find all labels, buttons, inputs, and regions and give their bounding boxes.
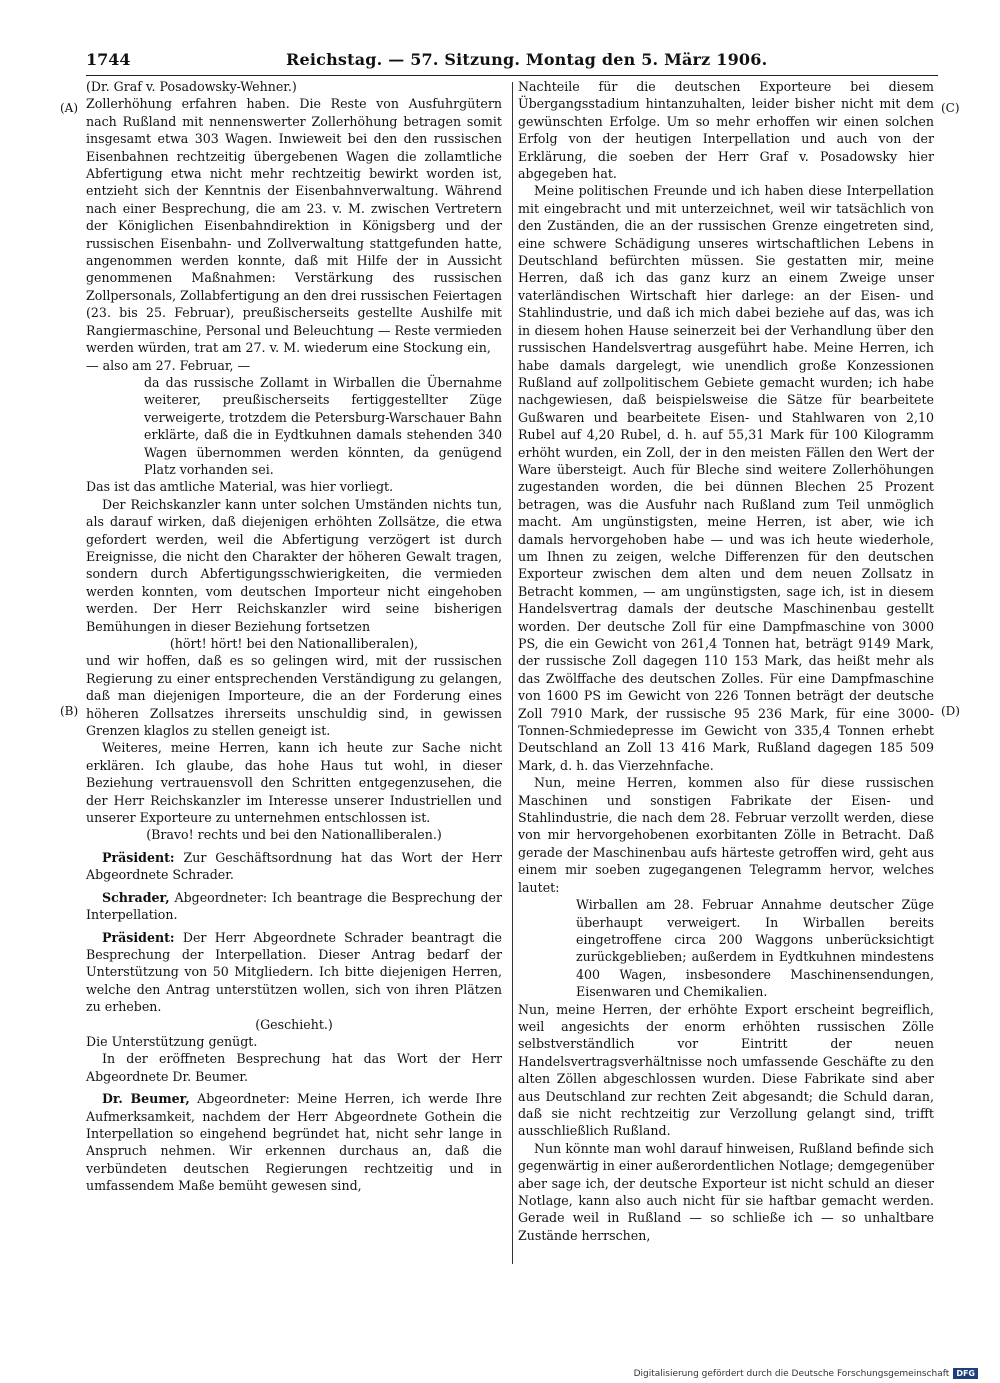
margin-mark-d: (D) [941, 704, 960, 718]
paragraph: und wir hoffen, daß es so gelingen wird, mit der russischen Regierung zu einer entsprechenden Verständigung zu gelangen, daß man diejenigen Importeure, die an der Forderung eines höheren Zollsatzes ihrerseits unschuldig sind, in gewissen Grenzen klaglos zu stellen geneigt ist. [86, 653, 502, 739]
footer-text: Digitalisierung gefördert durch die Deutsche Forschungsgemeinschaft [633, 1368, 950, 1379]
telegram-quote: Wirballen am 28. Februar Annahme deutscher Züge überhaupt verweigert. In Wirballen bereits eingetroffene circa 200 Waggons unberücksichtigt zurückgeblieben; außerdem in Eydtkuhnen mindestens 400 Wagen, insbesondere Maschinensendungen, Eisenwaren und Chemikalien. [576, 897, 934, 1000]
margin-mark-b: (B) [60, 704, 79, 718]
paragraph: Nun, meine Herren, kommen also für diese russischen Maschinen und sonstigen Fabrikate der Eisen- und Stahlindustrie, die nach dem 28. Februar verzollt werden, diese von mir hervorgehobenen exorbitanten Zölle in Betracht. Daß gerade der Maschinenbau aufs härteste getroffen wird, geht aus einem mir soeben zugegangenen Telegramm hervor, welches lautet: [518, 775, 934, 895]
running-title: Reichstag. — 57. Sitzung. Montag den 5. März 1906. [286, 50, 768, 69]
paragraph: Die Unterstützung genügt. [86, 1033, 258, 1049]
column-divider [512, 82, 513, 1264]
speech-schrader: Schrader, Abgeordneter: Ich beantrage die Besprechung der Interpellation. [86, 889, 502, 923]
header-rule [86, 75, 938, 76]
paragraph: Das ist das amtliche Material, was hier vorliegt. [86, 479, 394, 495]
speech-beumer: Dr. Beumer, Abgeordneter: Meine Herren, ich werde Ihre Aufmerksamkeit, nachdem der Herr Abgeordnete Gothein die Interpellation so eingehend begründet hat, nicht sehr lange in Anspruch nehmen. Wir erkennen durchaus an, daß die verbündeten deutschen Regierungen rechtzeitig und in umfassendem Maße bemüht gewesen sind, [86, 1091, 502, 1194]
paragraph: Weiteres, meine Herren, kann ich heute zur Sache nicht erklären. Ich glaube, das hohe Haus tut wohl, in dieser Beziehung vertrauensvoll den Schritten entgegenzusehen, die der Herr Reichskanzler im Interesse unserer Industriellen und unserer Exporteure zu unternehmen entschlossen ist. [86, 740, 502, 826]
paragraph: In der eröffneten Besprechung hat das Wort der Herr Abgeordnete Dr. Beumer. [86, 1051, 502, 1084]
speaker-name: Dr. Beumer, [102, 1091, 190, 1107]
speaker-header: (Dr. Graf v. Posadowsky-Wehner.) [86, 79, 297, 94]
paragraph: Der Reichskanzler kann unter solchen Umständen nichts tun, als darauf wirken, daß diejenigen erhöhten Zollsätze, die etwa gefordert werden, weil die Abfertigung verzögert ist durch Ereignisse, die nicht den Charakter der höheren Gewalt tragen, sondern durch Abfertigungsschwierigkeiten, die vermieden werden konnten, vom deutschen Importeur nicht eingehoben werden. Der Herr Reichskanzler wird seine bisherigen Bemühungen in dieser Beziehung fortsetzen [86, 496, 502, 634]
paragraph: Meine politischen Freunde und ich haben diese Interpellation mit eingebracht und mit unterzeichnet, weil wir tatsächlich von den Zuständen, die an der russischen Grenze eingetreten sind, eine schwere Schädigung unseres wirtschaftlichen Lebens in Deutschland befürchten müssen. Sie gestatten mir, meine Herren, daß ich das ganz kurz an einem Zweige unser vaterländischen Wirtschaft hier darlege: an der Eisen- und Stahlindustrie, und daß ich mich dabei beziehe auf das, was ich in diesem hohen Hause seinerzeit bei der Verhandlung über den russischen Handelsvertrag ausgeführt habe. Meine Herren, ich habe damals dargelegt, wie unendlich große Konzessionen Rußland auf zollpolitischem Gebiete gemacht wurden; ich habe nachgewiesen, daß beispielsweise die Sätze für bearbeitete Gußwaren und bearbeitete Eisen- und Stahlwaren von 2,10 Rubel auf 4,20 Rubel, d. h. auf 55,31 Mark für 100 Kilogramm erhöht wurden, ein Zoll, der in den meisten Fällen den Wert der Ware übersteigt. Auch für Bleche sind weitere Zollerhöhungen zugestanden worden, die bei dünnen Blechen 25 Prozent betragen, was die Ausfuhr nach Rußland zum Teil unmöglich macht. Am ungünstigsten, meine Herren, ist aber, wie ich damals hervorgehoben habe — und was ich heute wiederhole, um Ihnen zu zeigen, welche Differenzen für den deutschen Exporteur zwischen dem alten und dem neuen Zollsatz in Betracht kommen, — am ungünstigsten, sage ich, ist in diesem Handelsvertrag damals der deutsche Maschinenbau gestellt worden. Der deutsche Zoll für eine Dampfmaschine von 3000 PS, die ein Gewicht von 261,4 Tonnen hat, beträgt 9149 Mark, der russische Zoll dagegen 110 153 Mark, das heißt mehr als das Zwölffache des deutschen Zolles. Für eine Dampfmaschine von 1600 PS im Gewicht von 226 Tonnen beträgt der deutsche Zoll 7910 Mark, der russische 95 236 Mark, für eine 3000-Tonnen-Schmiedepresse im Gewicht von 335,4 Tonnen erhebt Deutschland an Zoll 13 416 Mark, Rußland dagegen 185 509 Mark, d. h. das Vierzehnfache. [518, 183, 934, 773]
paragraph: Nachteile für die deutschen Exporteure bei diesem Übergangsstadium hintanzuhalten, leider bisher nicht mit dem gewünschten Erfolge. Um so mehr erhoffen wir einen solchen Erfolg von der heutigen Interpellation und auch von der Erklärung, die soeben der Herr Graf v. Posadowsky hier abgegeben hat. [518, 79, 934, 182]
speaker-name: Präsident: [102, 929, 175, 945]
paragraph: Zollerhöhung erfahren haben. Die Reste von Ausfuhrgütern nach Rußland mit nennenswerter Zollerhöhung betragen somit insgesamt etwa 303 Wagen. Inwieweit bei den den russischen Eisenbahnen rechtzeitig übergebenen Wagen die zollamtliche Abfertigung etwa nicht mehr rechtzeitig bewirkt worden ist, entzieht sich der Kenntnis der Eisenbahnverwaltung. Während nach einer Besprechung, die am 23. v. M. zwischen Vertretern der Königlichen Eisenbahndirektion in Königsberg und der russischen Eisenbahn- und Zollverwaltung stattgefunden hatte, angenommen werden konnte, daß mit Hilfe der in Aussicht genommenen Maßnahmen: Verstärkung des russischen Zollpersonals, Zollabfertigung an den drei russischen Feiertagen (23. bis 25. Februar), preußischerseits gestellte Aushilfe mit Rangiermaschine, Personal und Beleuchtung — Reste vermieden werden würden, trat am 27. v. M. wiederum eine Stockung ein, [86, 96, 502, 356]
margin-mark-a: (A) [60, 101, 79, 115]
paragraph: da das russische Zollamt in Wirballen die Übernahme weiterer, preußischerseits fertiggestellter Züge verweigerte, trotzdem die Petersburg-Warschauer Bahn erklärte, daß die in Eydtkuhnen damals stehenden 340 Wagen übernommen werden könnten, da genügend Platz vorhanden sei. [144, 374, 502, 477]
margin-mark-c: (C) [941, 101, 960, 115]
page-header [86, 50, 938, 72]
page-number: 1744 [86, 50, 131, 69]
speaker-name: Schrader, [102, 889, 170, 905]
interjection: (Geschieht.) [255, 1016, 333, 1032]
right-column [518, 78, 934, 1244]
speaker-name: Präsident: [102, 849, 175, 865]
speech-president: Präsident: Zur Geschäftsordnung hat das Wort der Herr Abgeordnete Schrader. [86, 849, 502, 883]
speech-president: Präsident: Der Herr Abgeordnete Schrader beantragt die Besprechung der Interpellation. Dieser Antrag bedarf der Unterstützung von 50 Mitgliedern. Ich bitte diejenigen Herren, welche den Antrag unterstützen wollen, sich von ihren Plätzen zu erheben. [86, 929, 502, 1015]
dfg-logo: DFG [953, 1368, 978, 1379]
paragraph: Nun, meine Herren, der erhöhte Export erscheint begreiflich, weil angesichts der enorm erhöhten russischen Zölle selbstverständlich vor Eintritt der neuen Handelsvertragsverhältnisse noch umfassende Geschäfte zu den alten Zöllen abgeschlossen wurden. Diese Fabrikate sind aber aus Deutschland zur rechten Zeit abgesandt; die Schuld daran, daß sie nicht rechtzeitig zur Verzollung gelangt sind, trifft ausschließlich Rußland. [518, 1001, 934, 1139]
footer [634, 1368, 978, 1379]
paragraph: — also am 27. Februar, — [86, 357, 251, 373]
paragraph: Nun könnte man wohl darauf hinweisen, Rußland befinde sich gegenwärtig in einer außerordentlichen Notlage; demgegenüber aber sage ich, der deutsche Exporteur ist nicht schuld an dieser Notlage, kann also auch nicht für sie haftbar gemacht werden. Gerade weil in Rußland — so schließe ich — so unhaltbare Zustände herrschen, [518, 1140, 934, 1243]
left-column [86, 78, 502, 1195]
interjection: (Bravo! rechts und bei den Nationalliberalen.) [146, 827, 442, 843]
interjection: (hört! hört! bei den Nationalliberalen), [169, 636, 419, 651]
